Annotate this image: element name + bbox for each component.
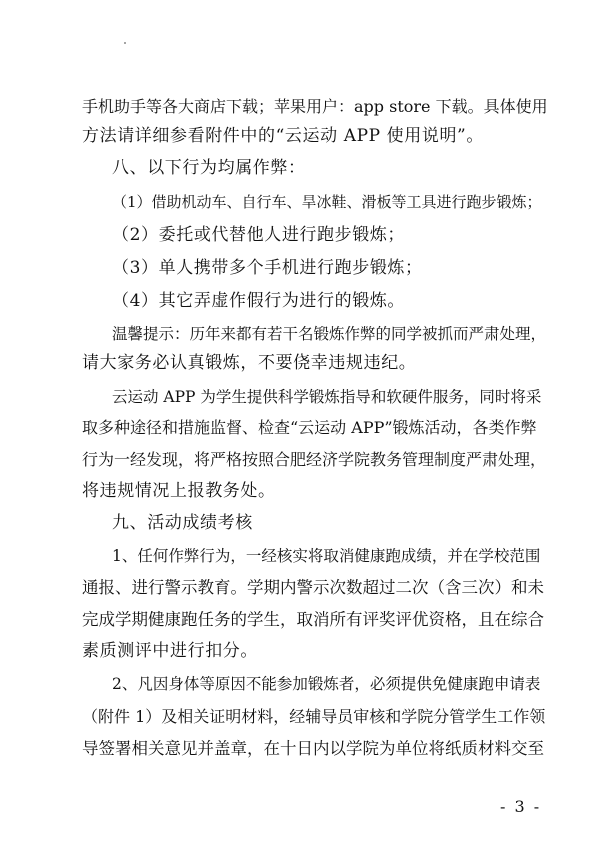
- paragraph-line: 完成学期健康跑任务的学生，取消所有评奖评优资格，且在综合: [82, 610, 544, 629]
- page-number: - 3 -: [500, 797, 542, 816]
- paragraph-line: 方法请详细参看附件中的“云运动 APP 使用说明”。: [82, 126, 484, 146]
- list-item: （4）其它弄虚作假行为进行的锻炼。: [112, 291, 406, 311]
- list-item: （3）单人携带多个手机进行跑步锻炼；: [112, 258, 423, 278]
- paragraph-line: 素质测评中进行扣分。: [82, 641, 258, 661]
- list-item: （1）借助机动车、自行车、旱冰鞋、滑板等工具进行跑步锻炼；: [112, 193, 542, 211]
- paragraph-line: 1、任何作弊行为，一经核实将取消健康跑成绩，并在学校范围: [112, 547, 541, 565]
- paragraph-line: 云运动 APP 为学生提供科学锻炼指导和软硬件服务，同时将采: [112, 388, 542, 406]
- paragraph-line: 将违规情况上报教务处。: [82, 481, 276, 501]
- paragraph-line: 2、凡因身体等原因不能参加锻炼者，必须提供免健康跑申请表: [112, 675, 541, 693]
- tip-paragraph-line: 请大家务必认真锻炼，不要侥幸违规违纪。: [82, 353, 417, 373]
- list-item: （2）委托或代替他人进行跑步锻炼；: [112, 225, 406, 245]
- section-heading: 八、以下行为均属作弊：: [112, 158, 306, 178]
- section-heading: 九、活动成绩考核: [112, 513, 253, 533]
- paragraph-line: 取多种途径和措施监督、检查“云运动 APP”锻炼活动，各类作弊: [82, 418, 537, 437]
- paragraph-line: （附件 1）及相关证明材料，经辅导员审核和学院分管学生工作领: [82, 707, 546, 726]
- paragraph-line: 行为一经发现，将严格按照合肥经济学院教务管理制度严肃处理，: [82, 450, 547, 469]
- scan-speck: [124, 42, 126, 44]
- tip-paragraph-line: 温馨提示：历年来都有若干名锻炼作弊的同学被抓而严肃处理，: [112, 325, 547, 343]
- paragraph-line: 手机助手等各大商店下载；苹果用户：app store 下载。具体使用: [82, 97, 548, 116]
- paragraph-line: 通报、进行警示教育。学期内警示次数超过二次（含三次）和未: [82, 578, 544, 597]
- paragraph-line: 导签署相关意见并盖章，在十日内以学院为单位将纸质材料交至: [82, 739, 544, 758]
